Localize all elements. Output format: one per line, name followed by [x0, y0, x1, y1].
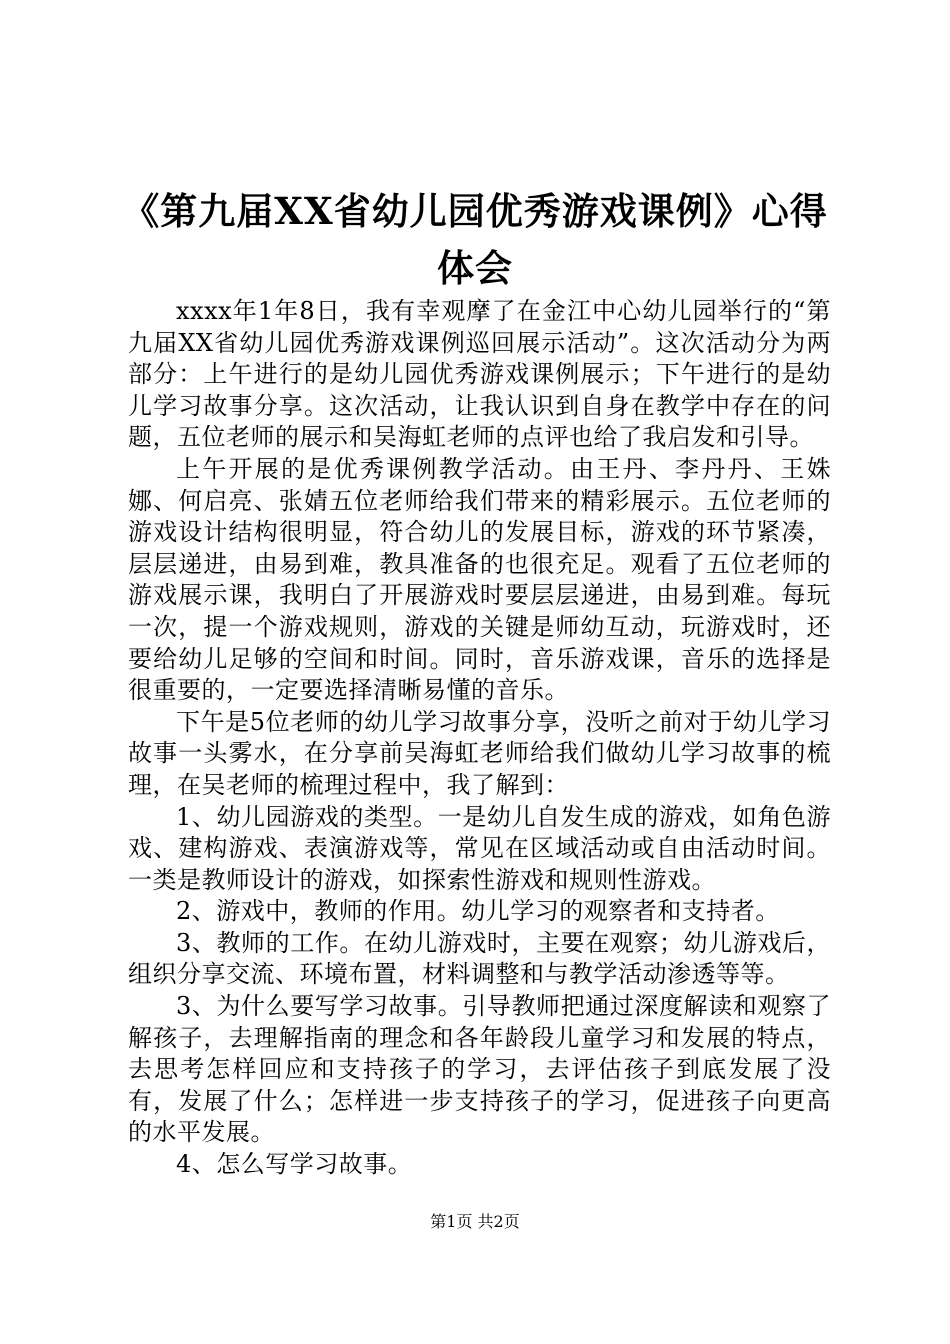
paragraph: xxxx年1年8日，我有幸观摩了在金江中心幼儿园举行的“第九届XX省幼儿园优秀游戏课例巡回展示活动”。这次活动分为两部分：上午进行的是幼儿园优秀游戏课例展示；下午进行的是幼儿学习故事分享。这次活动，让我认识到自身在教学中存在的问题，五位老师的展示和吴海虹老师的点评也给了我启发和引导。 [128, 297, 831, 452]
paragraph: 1、幼儿园游戏的类型。一是幼儿自发生成的游戏，如角色游戏、建构游戏、表演游戏等，常见在区域活动或自由活动时间。一类是教师设计的游戏，如探索性游戏和规则性游戏。 [128, 802, 831, 894]
paragraph: 上午开展的是优秀课例教学活动。由王丹、李丹丹、王姝娜、何启亮、张婧五位老师给我们带来的精彩展示。五位老师的游戏设计结构很明显，符合幼儿的发展目标，游戏的环节紧凑，层层递进，由易到难，教具准备的也很充足。观看了五位老师的游戏展示课，我明白了开展游戏时要层层递进，由易到难。每玩一次，提一个游戏规则，游戏的关键是师幼互动，玩游戏时，还要给幼儿足够的空间和时间。同时，音乐游戏课，音乐的选择是很重要的，一定要选择清晰易懂的音乐。 [128, 454, 831, 705]
paragraph: 4、怎么写学习故事。 [176, 1150, 413, 1179]
page-number: 第1页 共2页 [430, 1212, 520, 1231]
document-body [128, 296, 831, 1181]
page-footer [0, 1212, 950, 1232]
paragraph: 下午是5位老师的幼儿学习故事分享，没听之前对于幼儿学习故事一头雾水，在分享前吴海虹老师给我们做幼儿学习故事的梳理，在吴老师的梳理过程中，我了解到： [128, 707, 831, 799]
document-title: 《第九届XX省幼儿园优秀游戏课例》心得体会 [122, 189, 828, 290]
paragraph: 2、游戏中，教师的作用。幼儿学习的观察者和支持者。 [176, 897, 780, 926]
paragraph: 3、教师的工作。在幼儿游戏时，主要在观察；幼儿游戏后，组织分享交流、环境布置，材料调整和与教学活动渗透等等。 [128, 928, 831, 989]
paragraph: 3、为什么要写学习故事。引导教师把通过深度解读和观察了解孩子，去理解指南的理念和各年龄段儿童学习和发展的特点，去思考怎样回应和支持孩子的学习，去评估孩子到底发展了没有，发展了什么；怎样进一步支持孩子的学习，促进孩子向更高的水平发展。 [128, 992, 831, 1147]
